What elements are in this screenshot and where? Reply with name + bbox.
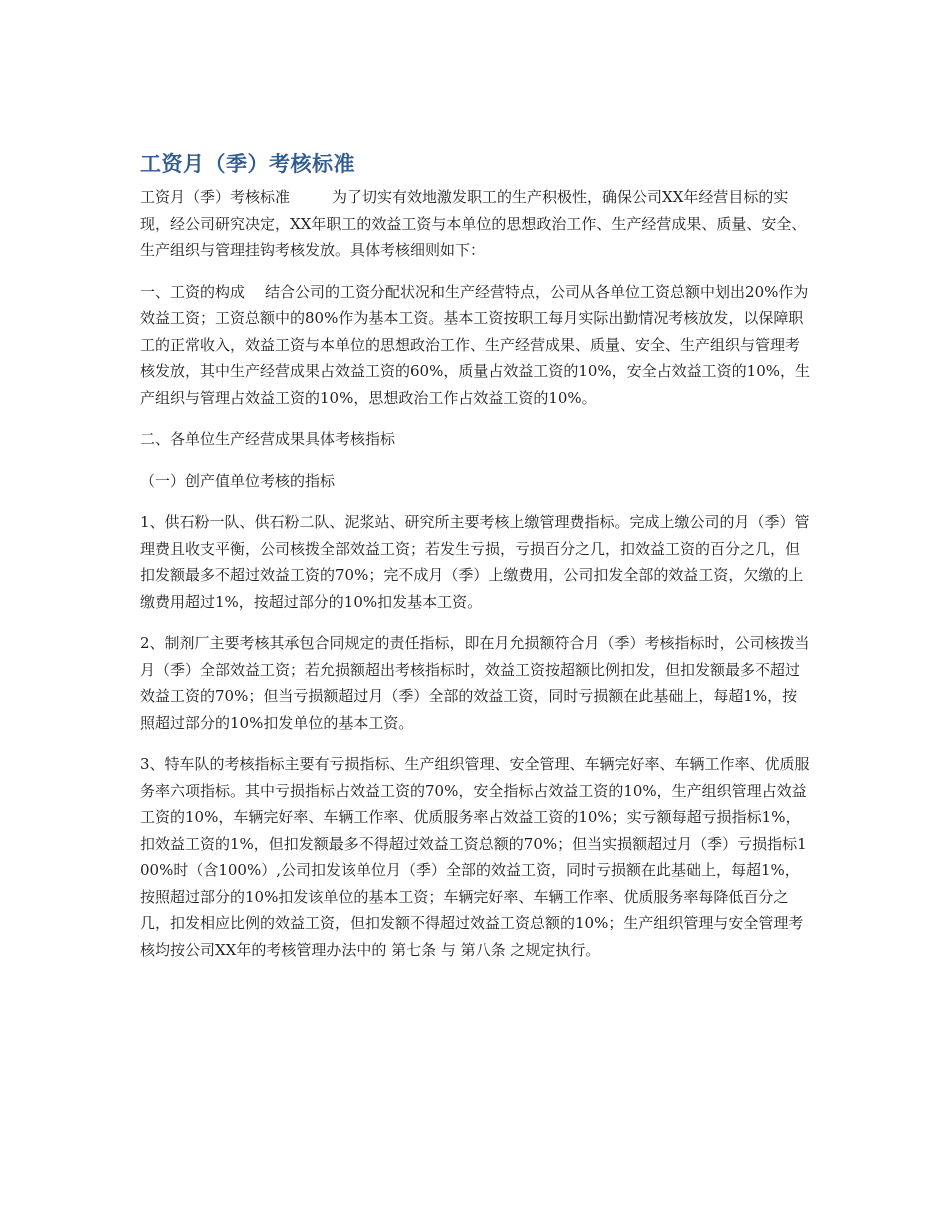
document-page (140, 146, 812, 978)
subsection-heading: （一）创产值单位考核的指标 (140, 471, 336, 490)
intro-text: 为了切实有效地激发职工的生产积极性，确保公司XX年经营目标的实现，经公司研究决定，XX年职工的效益工资与本单位的思想政治工作、生产经营成果、质量、安全、生产组织与管理挂钩考核发放。具体考核细则如下： (140, 188, 807, 259)
section-2-heading: 二、各单位生产经营成果具体考核指标 (140, 430, 396, 448)
item-3-paragraph: 3、特车队的考核指标主要有亏损指标、生产组织管理、安全管理、车辆完好率、车辆工作率、优质服务率六项指标。其中亏损指标占效益工资的70%，安全指标占效益工资的10%，生产组织管理占效益工资的10%，车辆完好率、车辆工作率、优质服务率占效益工资的10%；实亏额每超亏损指标1%，扣效益工资的1%，但扣发额最多不得超过效益工资总额的70%；但当实损额超过月（季）亏损指标100%时（含100%）,公司扣发该单位月（季）全部的效益工资，同时亏损额在此基础上，每超1%，按照超过部分的10%扣发该单位的基本工资；车辆完好率、车辆工作率、优质服务率每降低百分之几，扣发相应比例的效益工资，但扣发额不得超过效益工资总额的10%；生产组织管理与安全管理考核均按公司XX年的考核管理办法中的 第七条 与 第八条 之规定执行。 (140, 755, 810, 959)
item-1-paragraph: 1、供石粉一队、供石粉二队、泥浆站、研究所主要考核上缴管理费指标。完成上缴公司的月（季）管理费且收支平衡，公司核拨全部效益工资；若发生亏损，亏损百分之几，扣效益工资的百分之几，但扣发额最多不超过效益工资的70%；完不成月（季）上缴费用，公司扣发全部的效益工资，欠缴的上缴费用超过1%，按超过部分的10%扣发基本工资。 (140, 513, 810, 611)
section-1-text: 结合公司的工资分配状况和生产经营特点，公司从各单位工资总额中划出20%作为效益工资；工资总额中的80%作为基本工资。基本工资按职工每月实际出勤情况考核放发，以保障职工的正常收入，效益工资与本单位的思想政治工作、生产经营成果、质量、安全、生产组织与管理考核发放，其中生产经营成果占效益工资的60%，质量占效益工资的10%，安全占效益工资的10%，生产组织与管理占效益工资的10%，思想政治工作占效益工资的10%。 (140, 282, 811, 407)
section-1-heading: 一、工资的构成 (140, 282, 246, 301)
section-1-paragraph (140, 279, 812, 412)
item-2-paragraph: 2、制剂厂主要考核其承包合同规定的责任指标，即在月允损额符合月（季）考核指标时，公司核拨当月（季）全部效益工资；若允损额超出考核指标时，效益工资按超额比例扣发，但扣发额最多不超过效益工资的70%；但当亏损额超过月（季）全部的效益工资，同时亏损额在此基础上，每超1%，按照超过部分的10%扣发单位的基本工资。 (140, 634, 810, 732)
document-title: 工资月（季）考核标准 (140, 152, 355, 176)
intro-paragraph (140, 184, 812, 264)
intro-lead: 工资月（季）考核标准 (140, 188, 291, 206)
